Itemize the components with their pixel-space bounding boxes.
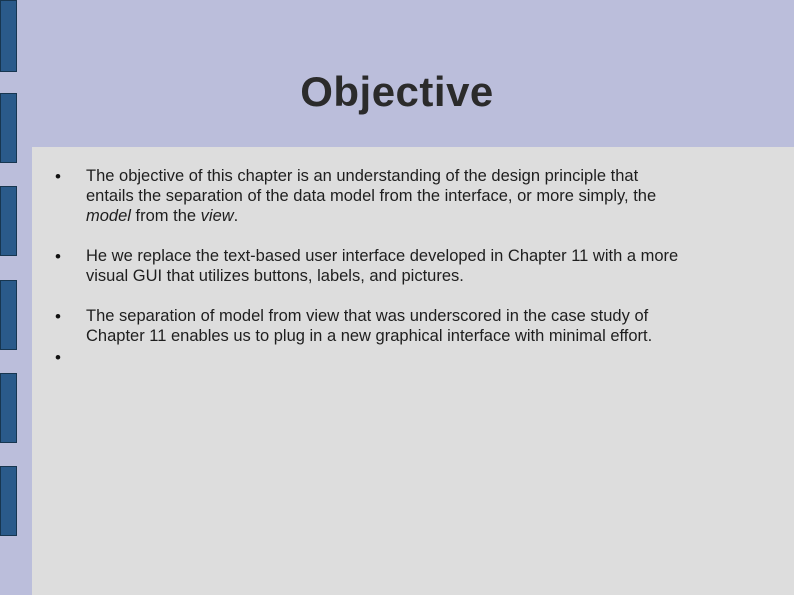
bullet-2-line-1: He we replace the text-based user interface developed in Chapter 11 with a more [86, 247, 679, 265]
text-fragment: . [233, 207, 239, 225]
bullet-marker: • [55, 307, 61, 326]
side-bar-decoration [0, 186, 17, 256]
bullet-marker: • [55, 247, 61, 266]
bullet-1-line-1: The objective of this chapter is an understanding of the design principle that [86, 167, 639, 185]
bullet-marker-empty: • [55, 348, 61, 367]
bullet-1-line-2: entails the separation of the data model from the interface, or more simply, the [86, 187, 657, 205]
text-fragment: from the [130, 207, 201, 225]
side-bar-decoration [0, 373, 17, 443]
side-bar-decoration [0, 466, 17, 536]
bullet-3-line-1: The separation of model from view that was underscored in the case study of [86, 307, 649, 325]
bullet-text-3 [86, 306, 726, 346]
side-bar-decoration [0, 280, 17, 350]
bullet-1-line-3 [86, 206, 726, 226]
bullet-text-2 [86, 246, 726, 286]
bullet-3-line-2: Chapter 11 enables us to plug in a new graphical interface with minimal effort. [86, 327, 653, 345]
emphasis-model: model [86, 207, 131, 225]
bullet-2-line-2: visual GUI that utilizes buttons, labels, and pictures. [86, 267, 464, 285]
slide-title: Objective [300, 68, 494, 115]
emphasis-view: view [200, 207, 234, 225]
bullet-text-1 [86, 166, 726, 226]
bullet-marker: • [55, 167, 61, 186]
side-bar-decoration [0, 0, 17, 72]
